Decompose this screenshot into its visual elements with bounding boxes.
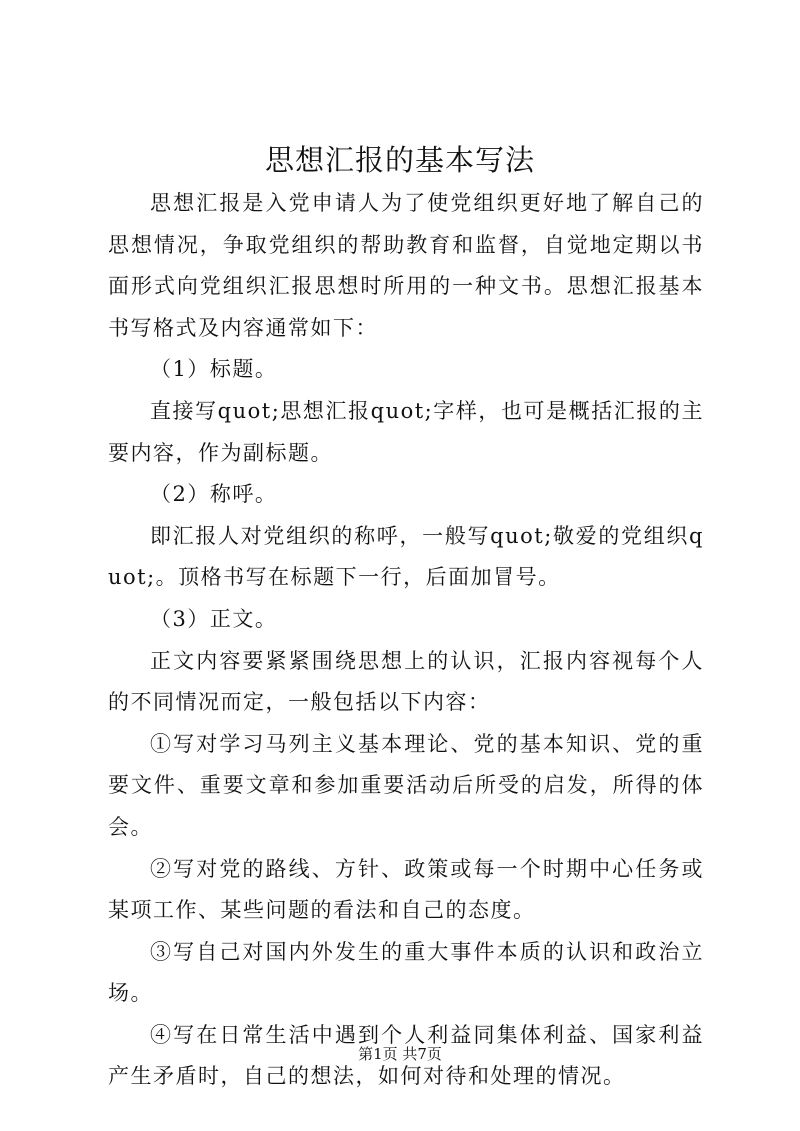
paragraph-salutation-desc: 即汇报人对党组织的称呼，一般写quot;敬爱的党组织quot;。顶格书写在标题下一行，后面加冒号。 xyxy=(108,523,704,590)
page-number: 第1页 共7页 xyxy=(358,1045,442,1063)
page-title: 思想汇报的基本写法 xyxy=(264,143,535,177)
list-item-1: ①写对学习马列主义基本理论、党的基本知识、党的重要文件、重要文章和参加重要活动后所受的启发，所得的体会。 xyxy=(108,731,704,839)
paragraph-title-desc: 直接写quot;思想汇报quot;字样，也可是概括汇报的主要内容，作为副标题。 xyxy=(108,398,704,465)
list-item-4: ④写在日常生活中遇到个人利益同集体利益、国家利益产生矛盾时，自己的想法，如何对待和处理的情况。 xyxy=(108,1022,704,1089)
section-heading-body: （3）正文。 xyxy=(150,606,278,631)
list-item-2: ②写对党的路线、方针、政策或每一个时期中心任务或某项工作、某些问题的看法和自己的态度。 xyxy=(108,856,704,923)
paragraph-intro: 思想汇报是入党申请人为了使党组织更好地了解自己的思想情况，争取党组织的帮助教育和监督，自觉地定期以书面形式向党组织汇报思想时所用的一种文书。思想汇报基本书写格式及内容通常如下： xyxy=(108,191,704,340)
section-heading-title: （1）标题。 xyxy=(150,357,278,382)
list-item-3: ③写自己对国内外发生的重大事件本质的认识和政治立场。 xyxy=(108,939,704,1006)
paragraph-body-desc: 正文内容要紧紧围绕思想上的认识，汇报内容视每个人的不同情况而定，一般包括以下内容： xyxy=(108,648,704,715)
section-heading-salutation: （2）称呼。 xyxy=(150,482,278,507)
document-body xyxy=(108,183,704,1098)
